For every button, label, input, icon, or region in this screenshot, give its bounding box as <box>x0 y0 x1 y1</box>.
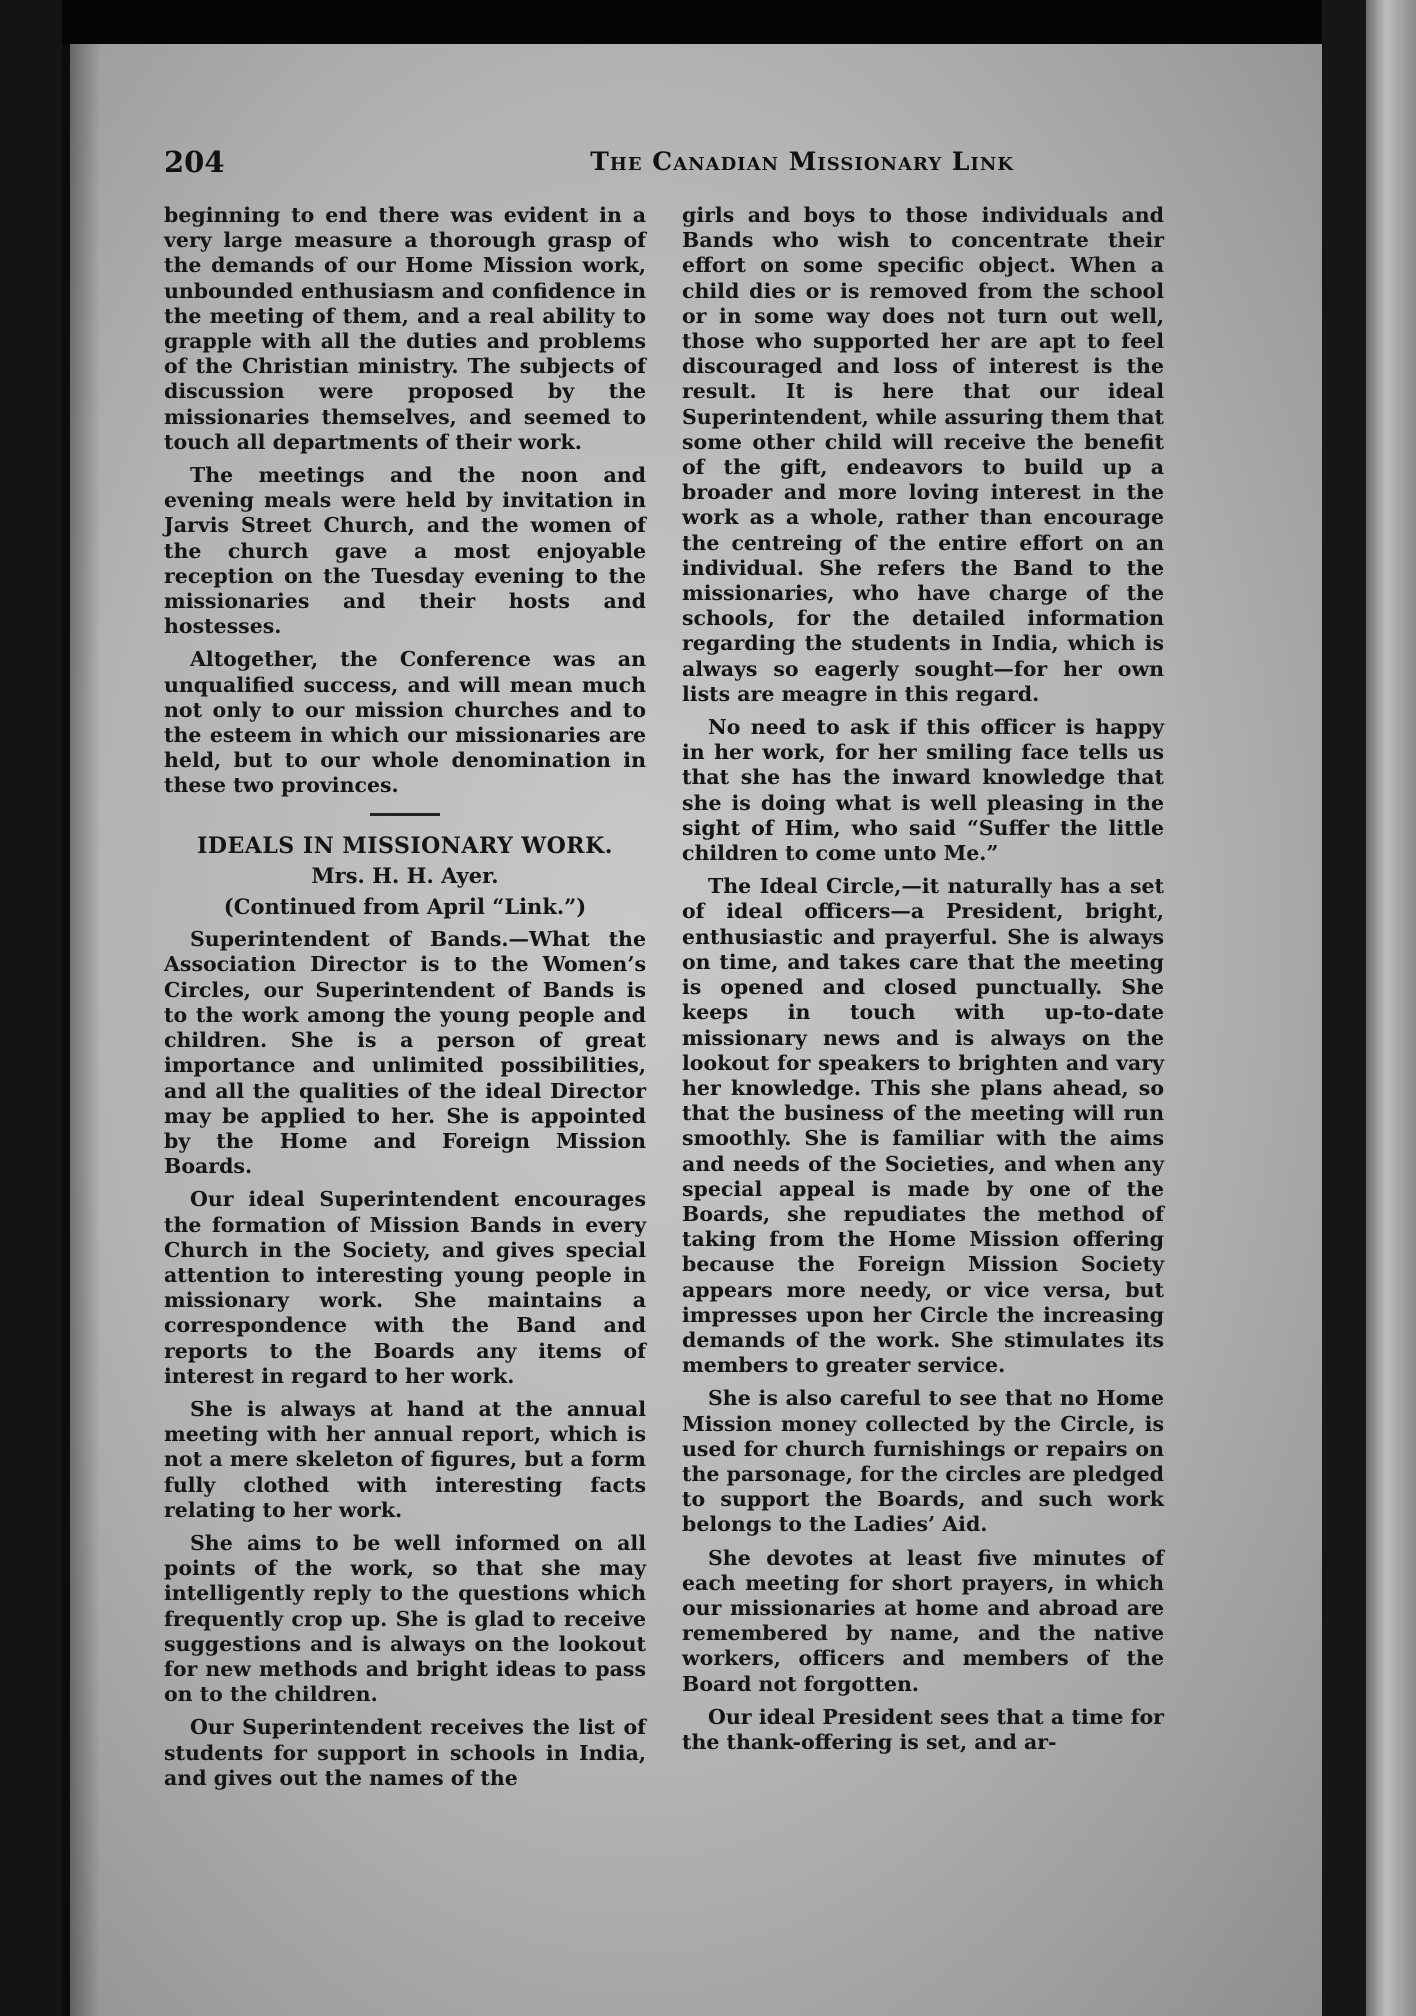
right-column <box>682 203 1164 1763</box>
paragraph: She devotes at least five minutes of each meeting for short prayers, in which our missionaries at home and abroad are remembered by name, and the native workers, officers and members of the Board not forgotten. <box>682 1545 1164 1696</box>
binding-shadow <box>1322 0 1366 2016</box>
continued-note: (Continued from April “Link.”) <box>223 894 587 920</box>
paragraph: She is also careful to see that no Home Mission money collected by the Circle, is used for church furnishings or repairs on the parsonage, for the circles are pledged to support the Boards, and such work belongs to the Ladies’ Aid. <box>682 1386 1164 1537</box>
left-column <box>164 203 646 1799</box>
paragraph: No need to ask if this officer is happy in her work, for her smiling face tells us that she has the inward knowledge that she is doing what is well pleasing in the sight of Him, who said “Suffer the little children to come unto Me.” <box>682 715 1164 866</box>
paragraph: The meetings and the noon and evening meals were held by invitation in Jarvis Street Church, and the women of the church gave a most enjoyable reception on the Tuesday evening to the missionaries and their hosts and hostesses. <box>164 463 646 639</box>
running-header <box>164 145 1014 185</box>
paragraph: Altogether, the Conference was an unqualified success, and will mean much not only to our mission churches and to the esteem in which our missionaries are held, but to our whole denomination in these two provinces. <box>164 647 646 798</box>
article-title: IDEALS IN MISSIONARY WORK. <box>197 832 613 859</box>
paragraph: She is always at hand at the annual meeting with her annual report, which is not a mere skeleton of figures, but a form fully clothed with interesting facts relating to her work. <box>164 1396 646 1522</box>
paragraph: She aims to be well informed on all points of the work, so that she may intelligently reply to the questions which frequently crop up. She is glad to receive suggestions and is always on the lookout for new methods and bright ideas to pass on to the children. <box>164 1530 646 1707</box>
section-divider <box>370 813 440 816</box>
paragraph: The Ideal Circle,—it naturally has a set of ideal officers—a President, bright, enthusiastic and prayerful. She is always on time, and takes care that the meeting is opened and closed punctually. She keeps in touch with up-to-date missionary news and is always on the lookout for speakers to brighten and vary her knowledge. This she plans ahead, so that the business of the meeting will run smoothly. She is familiar with the aims and needs of the Societies, and when any special appeal is made by one of the Boards, she repudiates the method of taking from the Home Mission offering because the Foreign Mission Society appears more needy, or vice versa, but impresses upon her Circle the increasing demands of the work. She stimulates its members to greater service. <box>682 874 1164 1378</box>
article-author: Mrs. H. H. Ayer. <box>311 862 499 888</box>
scan-border-top <box>0 0 1416 44</box>
paragraph: Our ideal Superintendent encourages the formation of Mission Bands in every Church in the Society, and gives special attention to interesting young people in missionary work. She maintains a correspondence with the Band and reports to the Boards any items of interest in regard to her work. <box>164 1187 646 1388</box>
paragraph: beginning to end there was evident in a very large measure a thorough grasp of the demands of our Home Mission work, unbounded enthusiasm and confidence in the meeting of them, and a real ability to grapple with all the duties and problems of the Christian ministry. The subjects of discussion were proposed by the missionaries themselves, and seemed to touch all departments of their work. <box>164 203 646 454</box>
page-gutter-shadow <box>70 44 100 2016</box>
journal-title: The Canadian Missionary Link <box>590 147 1014 176</box>
scan-border-left <box>0 0 62 2016</box>
paragraph: Superintendent of Bands.—What the Association Director is to the Women’s Circles, our Superintendent of Bands is to the work among the young people and children. She is a person of great importance and unlimited possibilities, and all the qualities of the ideal Director may be applied to her. She is appointed by the Home and Foreign Mission Boards. <box>164 927 646 1179</box>
paragraph: Our Superintendent receives the list of students for support in schools in India, and gives out the names of the <box>164 1715 646 1790</box>
paragraph: Our ideal President sees that a time for the thank-offering is set, and ar- <box>682 1704 1164 1754</box>
page-number: 204 <box>164 145 225 179</box>
next-page-edge <box>1366 0 1416 2016</box>
paragraph: girls and boys to those individuals and Bands who wish to concentrate their effort on some specific object. When a child dies or is removed from the school or in some way does not turn out well, those who supported her are apt to feel discouraged and loss of interest is the result. It is here that our ideal Superintendent, while assuring them that some other child will receive the benefit of the gift, endeavors to build up a broader and more loving interest in the work as a whole, rather than encourage the centreing of the entire effort on an individual. She refers the Band to the missionaries, who have charge of the schools, for the detailed information regarding the students in India, which is always so eagerly sought—for her own lists are meagre in this regard. <box>682 203 1164 706</box>
